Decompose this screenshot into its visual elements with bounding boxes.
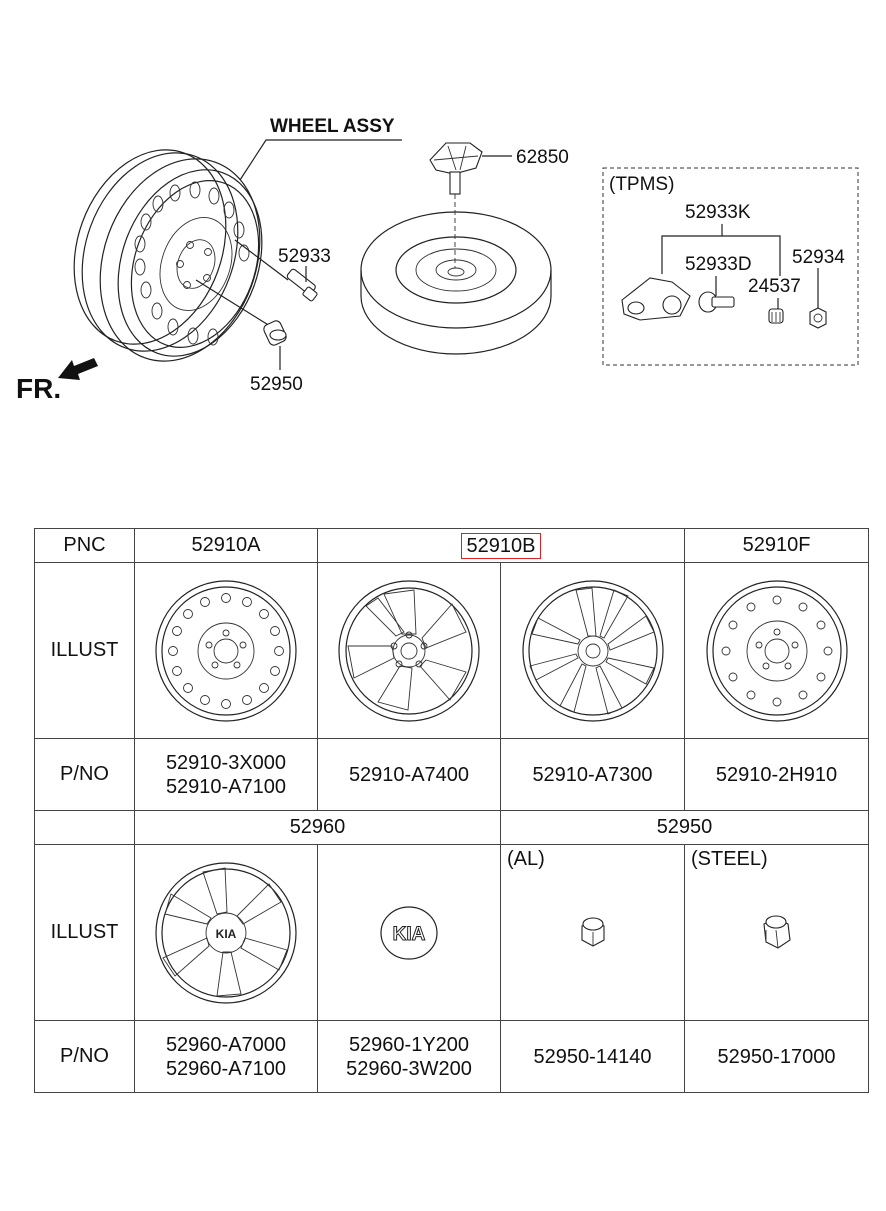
alloy-wheel-a-illust bbox=[318, 563, 501, 739]
tpms-sensor-drawing bbox=[622, 278, 690, 320]
al-tag: (AL) bbox=[507, 848, 545, 870]
table-row bbox=[35, 811, 869, 845]
pno-label: P/NO bbox=[35, 1021, 135, 1093]
valve-part-label: 52933 bbox=[278, 246, 331, 267]
part-number[interactable]: 52960-A7100 bbox=[165, 1057, 287, 1080]
al-nut-cell bbox=[501, 845, 685, 1021]
steel-tag: (STEEL) bbox=[691, 848, 768, 870]
nut-part-label: 52950 bbox=[250, 374, 303, 395]
part-number[interactable]: 52910-A7400 bbox=[348, 763, 470, 786]
part-number[interactable]: 52910-3X000 bbox=[165, 751, 287, 774]
emblem-text: KIA bbox=[392, 923, 426, 945]
illust-label: ILLUST bbox=[35, 563, 135, 739]
header-col1: 52910A bbox=[135, 529, 318, 563]
table-row bbox=[35, 563, 869, 739]
tpms-nut-drawing bbox=[810, 308, 826, 328]
pno-cell bbox=[318, 1021, 501, 1093]
illust-label: ILLUST bbox=[35, 845, 135, 1021]
header2-col1: 52960 bbox=[135, 811, 501, 845]
alloy-wheel-b-illust bbox=[501, 563, 685, 739]
header-col2-cell bbox=[318, 529, 685, 563]
part-number[interactable]: 52960-A7000 bbox=[165, 1033, 287, 1056]
table-row bbox=[35, 529, 869, 563]
part-number[interactable]: 52910-A7100 bbox=[165, 775, 287, 798]
part-number[interactable]: 52950-14140 bbox=[533, 1045, 652, 1068]
front-label: FR. bbox=[16, 373, 62, 404]
header2-col2: 52950 bbox=[501, 811, 869, 845]
highlighted-part-number[interactable]: 52910B bbox=[461, 533, 542, 559]
tpms-cap-drawing bbox=[769, 309, 783, 323]
steel-nut-cell bbox=[685, 845, 869, 1021]
pno-cell bbox=[501, 1021, 685, 1093]
pno-cell bbox=[318, 739, 501, 811]
pno-cell bbox=[501, 739, 685, 811]
kia-emblem-illust bbox=[318, 845, 501, 1021]
steel-wheel-drawing bbox=[48, 128, 287, 383]
part-number[interactable]: 52960-3W200 bbox=[346, 1057, 472, 1080]
table-row bbox=[35, 1021, 869, 1093]
pno-cell bbox=[135, 739, 318, 811]
header-col3: 52910F bbox=[685, 529, 869, 563]
svg-text:KIA: KIA bbox=[215, 926, 237, 941]
empty-cell bbox=[35, 811, 135, 845]
wheel-cover-illust bbox=[135, 845, 318, 1021]
pnc-label: PNC bbox=[35, 529, 135, 563]
table-row bbox=[35, 739, 869, 811]
steel-nut-icon bbox=[752, 908, 802, 958]
exploded-diagram bbox=[0, 0, 886, 420]
parts-table bbox=[34, 528, 869, 1093]
part-number[interactable]: 52910-A7300 bbox=[532, 763, 653, 786]
al-nut-icon bbox=[568, 908, 618, 958]
pno-cell bbox=[685, 739, 869, 811]
tpms-sensor-label: 52933K bbox=[685, 202, 751, 223]
part-number[interactable]: 52960-1Y200 bbox=[348, 1033, 470, 1056]
pno-cell bbox=[135, 1021, 318, 1093]
front-arrow-icon bbox=[58, 358, 98, 380]
spare-tire-drawing bbox=[361, 212, 551, 354]
cap-part-label: 62850 bbox=[516, 147, 569, 168]
wheel-assy-label: WHEEL ASSY bbox=[270, 116, 395, 137]
part-number[interactable]: 52950-17000 bbox=[717, 1045, 836, 1068]
pno-label: P/NO bbox=[35, 739, 135, 811]
tpms-cap-label: 24537 bbox=[748, 276, 801, 297]
steel-wheel-illust bbox=[135, 563, 318, 739]
pno-cell bbox=[685, 1021, 869, 1093]
table-row bbox=[35, 845, 869, 1021]
part-number[interactable]: 52910-2H910 bbox=[715, 763, 838, 786]
tpms-valve-label: 52933D bbox=[685, 254, 752, 275]
steel-wheel-f-illust bbox=[685, 563, 869, 739]
tpms-nut-label: 52934 bbox=[792, 247, 845, 268]
tpms-title: (TPMS) bbox=[609, 174, 675, 195]
